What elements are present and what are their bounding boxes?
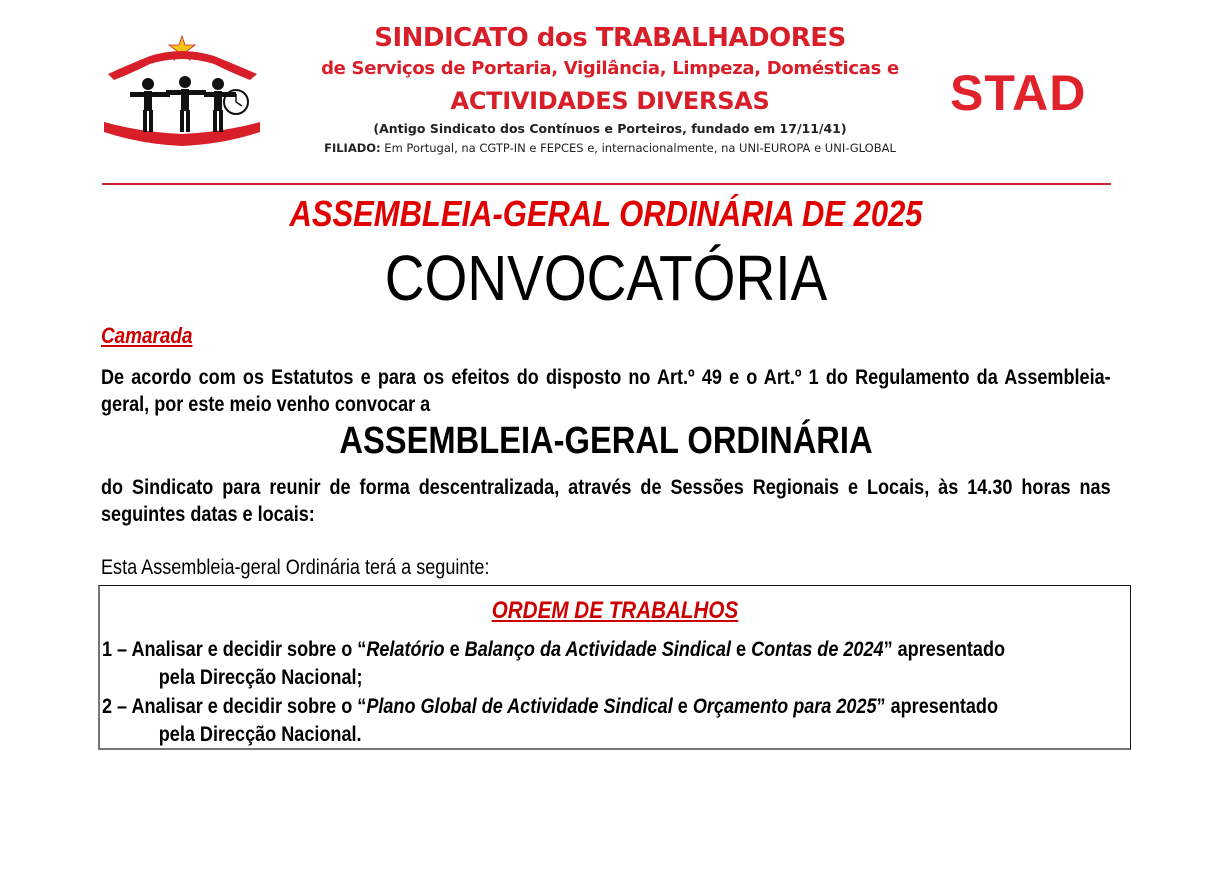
- former-name: (Antigo Sindicato dos Contínuos e Porteiros, fundado em 17/11/41): [373, 121, 847, 136]
- agenda-item: [102, 636, 1134, 692]
- salutation: Camarada: [101, 323, 193, 348]
- agenda-box: [98, 585, 1131, 750]
- union-logo: [100, 34, 265, 149]
- agenda-item-joiner: e: [672, 695, 693, 718]
- agenda-item: [102, 693, 1134, 749]
- agenda-item-suffix: ” apresentado: [876, 695, 998, 718]
- header-divider: [102, 183, 1111, 185]
- agenda-item-prefix: 2 – Analisar e decidir sobre o “: [102, 695, 367, 718]
- union-subtitle: de Serviços de Portaria, Vigilância, Limpeza, Domésticas e: [321, 58, 899, 79]
- agenda-item-continuation: pela Direcção Nacional;: [158, 666, 363, 689]
- agenda-item-emphasis: Plano Global de Actividade Sindical: [366, 695, 673, 718]
- affiliation-label: FILIADO:: [324, 141, 381, 155]
- agenda-item-emphasis: Contas de 2024: [751, 638, 884, 661]
- meeting-paragraph-text: do Sindicato para reunir de forma descentralizada, através de Sessões Regionais e Locais, às 14.30 horas nas seguintes datas e locais:: [101, 476, 1111, 526]
- union-activities: ACTIVIDADES DIVERSAS: [450, 87, 770, 115]
- affiliation: [300, 140, 920, 156]
- agenda-item-emphasis: Balanço da Actividade Sindical: [464, 638, 731, 661]
- intro-paragraph-text: De acordo com os Estatutos e para os efeitos do disposto no Art.º 49 e o Art.º 1 do Regulamento da Assembleia-geral, por este meio venho convocar a: [101, 366, 1111, 416]
- stad-acronym: STAD: [950, 65, 1087, 121]
- intro-paragraph: [101, 364, 1111, 418]
- agenda-item-joiner: e: [730, 638, 752, 661]
- agenda-intro: Esta Assembleia-geral Ordinária terá a seguinte:: [101, 556, 490, 579]
- union-name: SINDICATO dos TRABALHADORES: [374, 23, 846, 53]
- event-title: ASSEMBLEIA-GERAL ORDINÁRIA DE 2025: [289, 193, 923, 234]
- agenda-title: ORDEM DE TRABALHOS: [491, 597, 739, 624]
- assembly-heading: ASSEMBLEIA-GERAL ORDINÁRIA: [339, 420, 873, 462]
- agenda-item-emphasis: Relatório: [366, 638, 445, 661]
- union-header: [300, 22, 920, 156]
- union-emblem-icon: [100, 34, 265, 149]
- agenda-item-joiner: e: [444, 638, 465, 661]
- agenda-item-emphasis: Orçamento para 2025: [692, 695, 877, 718]
- agenda-item-suffix: ” apresentado: [883, 638, 1006, 661]
- agenda-item-prefix: 1 – Analisar e decidir sobre o “: [102, 638, 367, 661]
- affiliation-text: Em Portugal, na CGTP-IN e FEPCES e, internacionalmente, na UNI-EUROPA e UNI-GLOBAL: [380, 141, 896, 155]
- meeting-paragraph: [101, 474, 1111, 528]
- document-title: CONVOCATÓRIA: [384, 242, 828, 314]
- agenda-item-continuation: pela Direcção Nacional.: [158, 723, 362, 746]
